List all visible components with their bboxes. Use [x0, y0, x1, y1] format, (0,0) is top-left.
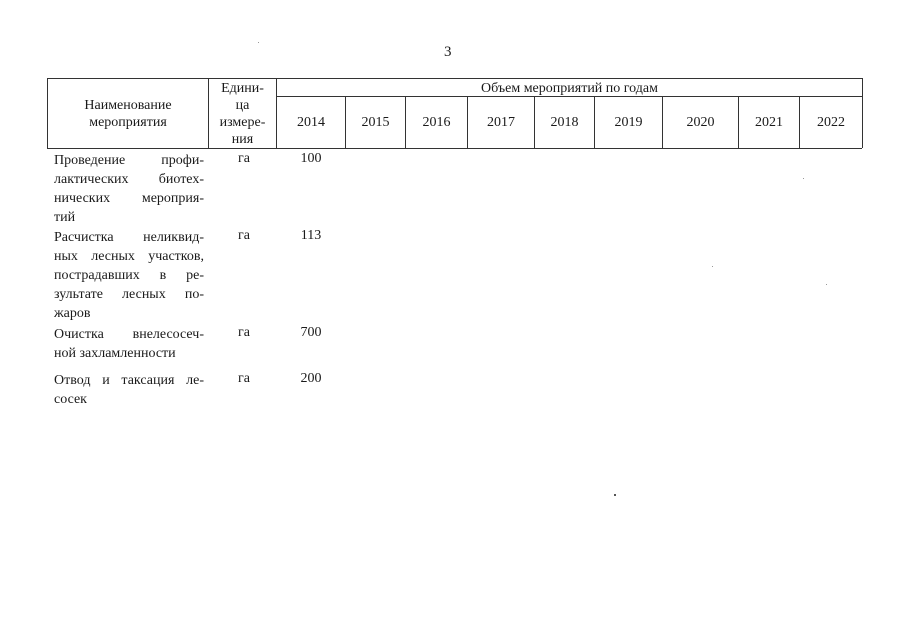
header-volume-title: Объем мероприятий по годам: [481, 81, 658, 96]
row-name-line: пострадавших в ре-: [54, 268, 204, 283]
row-name-line: сосек: [54, 392, 87, 407]
header-name-line: мероприятия: [89, 115, 167, 130]
grid-header-bottom-line: [47, 148, 862, 149]
page-number: 3: [444, 44, 452, 60]
header-unit-line: измере-: [219, 115, 266, 130]
header-year-2019: 2019: [614, 115, 643, 130]
row-name-line: ных лесных участков,: [54, 249, 204, 264]
scan-speck: [826, 284, 827, 285]
row-unit-cell: га: [238, 151, 250, 166]
row-name-cell: [54, 228, 204, 323]
grid-top-line: [47, 78, 862, 79]
header-year-2014: 2014: [297, 115, 325, 130]
header-unit-line: ния: [231, 132, 254, 147]
row-value-2014: 700: [300, 325, 322, 340]
row-value-2014: 100: [300, 151, 322, 166]
header-year-2016: 2016: [422, 115, 451, 130]
header-unit-line: Едини-: [221, 81, 264, 96]
header-year-2020: 2020: [686, 115, 715, 130]
row-name-cell: [54, 371, 204, 409]
row-name-cell: [54, 325, 204, 363]
row-value-2014: 200: [300, 371, 322, 386]
header-year-2017: 2017: [487, 115, 515, 130]
row-unit-cell: га: [238, 325, 250, 340]
row-name-line: зультате лесных по-: [54, 287, 204, 302]
row-name-cell: [54, 151, 204, 227]
header-name-line: Наименование: [84, 98, 172, 113]
header-year-2022: 2022: [817, 115, 845, 130]
row-name-line: Проведение профи-: [54, 153, 204, 168]
row-value-2014: 113: [300, 228, 322, 243]
header-name-cell: [48, 97, 208, 131]
header-year-2021: 2021: [755, 115, 783, 130]
scan-speck: [258, 42, 259, 43]
row-unit-cell: га: [238, 371, 250, 386]
row-name-line: Отвод и таксация ле-: [54, 373, 204, 388]
scan-speck: [712, 266, 713, 267]
header-unit-line: ца: [235, 98, 250, 113]
header-unit-cell: [209, 80, 276, 148]
row-name-line: Расчистка неликвид-: [54, 230, 204, 245]
row-name-line: лактических биотех-: [54, 172, 204, 187]
row-name-line: ной захламленности: [54, 346, 176, 361]
row-name-line: тий: [54, 210, 76, 225]
row-name-line: жаров: [54, 306, 91, 321]
scan-speck: [614, 494, 616, 496]
grid-right-line: [862, 78, 863, 148]
header-year-2015: 2015: [361, 115, 390, 130]
row-name-line: Очистка внелесосеч-: [54, 327, 204, 342]
scan-speck: [803, 178, 804, 179]
header-year-2018: 2018: [550, 115, 579, 130]
row-unit-cell: га: [238, 228, 250, 243]
row-name-line: нических мероприя-: [54, 191, 204, 206]
